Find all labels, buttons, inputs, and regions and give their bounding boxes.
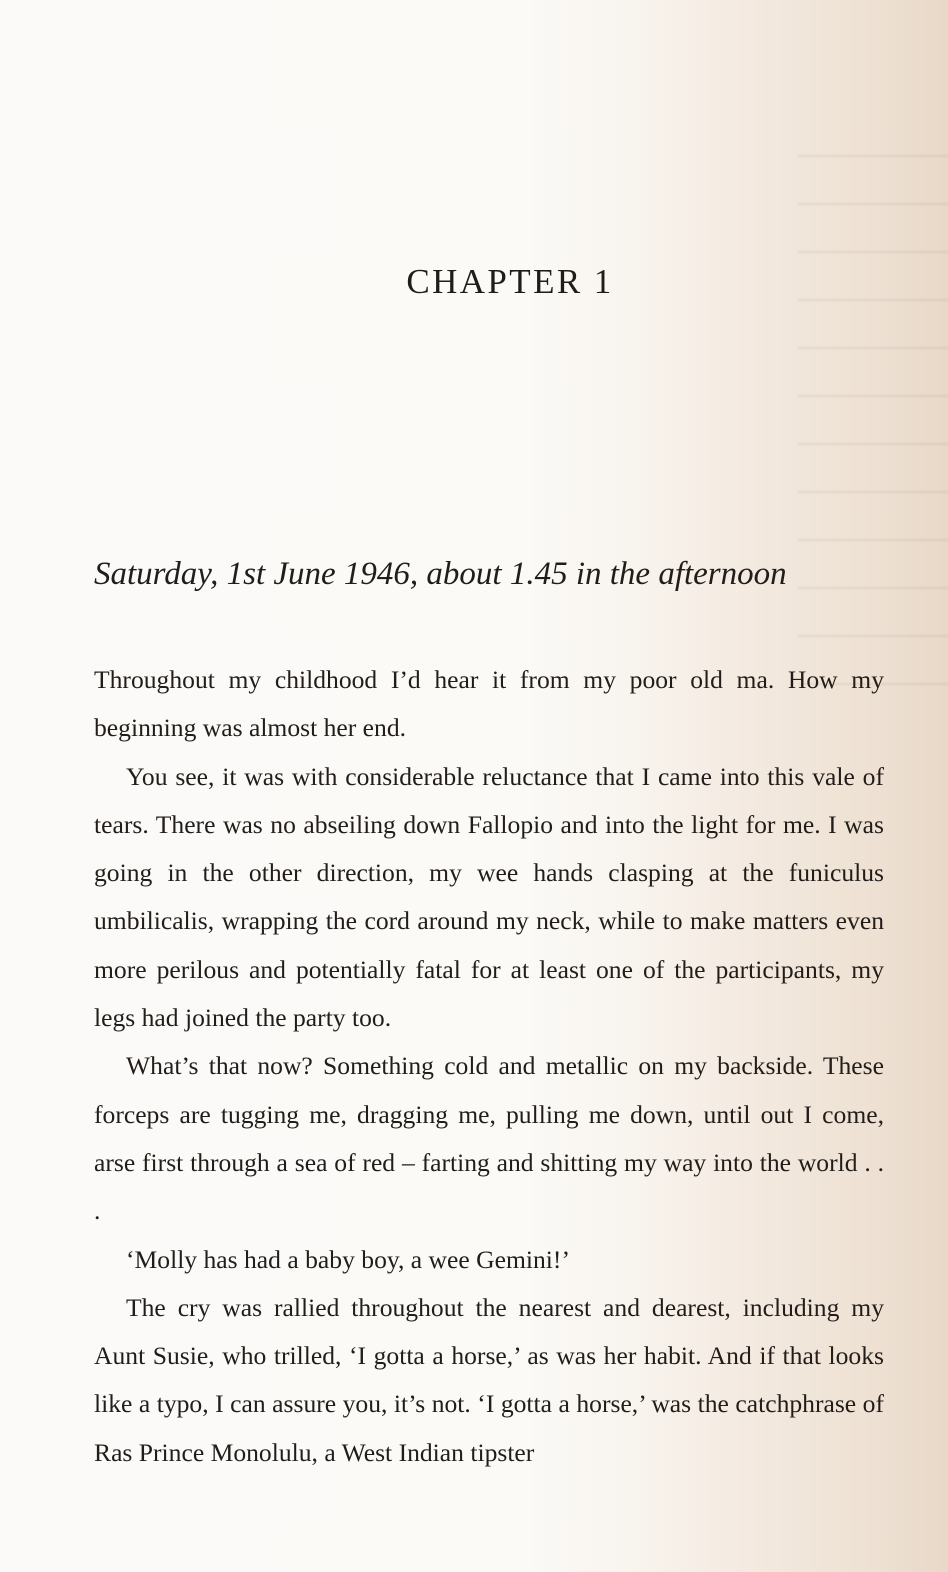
paragraph: ‘Molly has had a baby boy, a wee Gemini!’ bbox=[126, 1244, 570, 1274]
chapter-body bbox=[94, 656, 884, 1477]
paragraph: The cry was rallied throughout the nearest and dearest, including my Aunt Susie, who trilled, ‘I gotta a horse,’ as was her habit. And if that looks like a typo, I can assure you, it’s not. ‘I gotta a horse,’ was the catchphrase of Ras Prince Monolulu, a West Indian tipster bbox=[94, 1292, 884, 1467]
chapter-subtitle: Saturday, 1st June 1946, about 1.45 in the afternoon bbox=[94, 556, 787, 592]
paragraph: Throughout my childhood I’d hear it from my poor old ma. How my beginning was almost her end. bbox=[94, 665, 884, 743]
show-through-shading bbox=[798, 120, 948, 720]
paragraph: What’s that now? Something cold and metallic on my backside. These forceps are tugging me, dragging me, pulling me down, until out I come, arse first through a sea of red – farting and shitting my way into the world . . . bbox=[94, 1051, 884, 1226]
chapter-title: CHAPTER 1 bbox=[406, 262, 614, 301]
paragraph: You see, it was with considerable reluctance that I came into this vale of tears. There was no abseiling down Fallopio and into the light for me. I was going in the other direction, my wee hands clasping at the funiculus umbilicalis, wrapping the cord around my neck, while to make matters even more perilous and potentially fatal for at least one of the participants, my legs had joined the party too. bbox=[94, 761, 884, 1033]
